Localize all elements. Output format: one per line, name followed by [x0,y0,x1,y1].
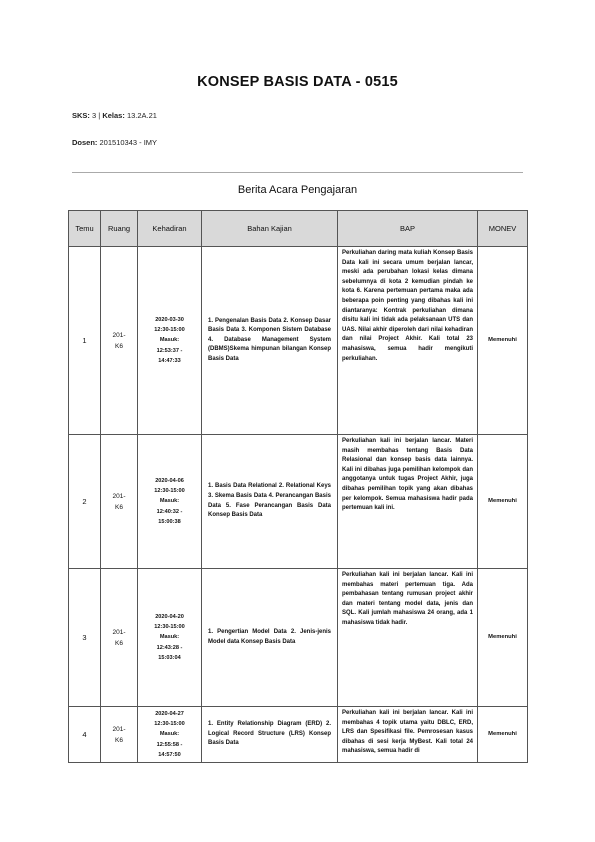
table-header-row [69,211,528,247]
bahan-kajian-cell: 1. Basis Data Relational 2. Relational Keys 3. Skema Basis Data 4. Perancangan Basis Data 5. Fase Perancangan Basis Data Konsep Basis Data [202,435,338,569]
ruang-line: K6 [115,736,123,744]
monev-cell: Memenuhi [478,435,528,569]
masuk-label: Masuk: [159,498,180,505]
col-header-temu: Temu [69,211,101,247]
ruang-line: K6 [115,503,123,511]
meta-separator: | [98,111,103,120]
bap-text: Perkuliahan daring mata kuliah Konsep Basis Data kali ini secara umum berjalan lancar, meski ada perubahan lokasi kelas dimana sebelumnya di kota 2 kemudian pindah ke kota 6. Karena pertemuan pertama maka ada beberapa poin penting yang dibahas kali ini diantaranya: Kontrak perkuliahan dimana disitu kali ini tidak ada pelaksanaan UTS dan UAS. Nilai akhir diperoleh dari nilai kehadiran dan nilai Project Akhir. Kali total 23 mahasiswa, semua hadir mengikuti perkuliahan. [342,250,473,362]
ruang-line: K6 [115,342,123,350]
masuk-label: Masuk: [159,337,180,344]
kelas-label: Kelas: [102,111,125,120]
session-date: 2020-04-20 [155,613,184,620]
session-date: 2020-04-27 [155,710,184,717]
session-time: 12:30-15:00 [154,721,185,728]
sks-label: SKS: [72,111,90,120]
lecturer-line [72,138,157,147]
bahan-kajian-cell: 1. Pengenalan Basis Data 2. Konsep Dasar Basis Data 3. Komponen Sistem Database 4. Database Management System (DBMS)Skema himpunan bilangan Konsep Basis Data [202,247,338,435]
table-row [69,247,528,435]
session-time: 12:30-15:00 [154,488,185,495]
bahan-kajian-cell: 1. Pengertian Model Data 2. Jenis-jenis Model data Konsep Basis Data [202,569,338,707]
ruang-line: K6 [115,639,123,647]
ruang-line: 201- [112,492,126,500]
header-divider [72,172,523,173]
col-header-ruang: Ruang [101,211,138,247]
kelas-value: 13.2A.21 [126,111,157,120]
kehadiran-cell [138,435,202,569]
kehadiran-cell [138,707,202,763]
document-title: KONSEP BASIS DATA - 0515 [197,74,398,90]
table-row [69,707,528,763]
sks-value: 3 [92,111,97,120]
session-date: 2020-03-30 [155,316,184,323]
keluar-time: 15:00:38 [158,518,181,525]
monev-cell: Memenuhi [478,569,528,707]
temu-cell: 1 [69,247,101,435]
session-time: 12:30-15:00 [154,624,185,631]
section-title: Berita Acara Pengajaran [237,184,358,196]
table-row [69,569,528,707]
course-meta-line [72,111,157,120]
ruang-cell [101,707,138,763]
masuk-time: 12:53:37 - [156,347,183,354]
bap-cell [338,247,478,435]
session-time: 12:30-15:00 [154,327,185,334]
keluar-time: 15:03:04 [158,654,181,661]
bap-text: Perkuliahan kali ini berjalan lancar. Kali ini membahas 4 topik utama yaitu DBLC, ERD, LRS dan Spesifikasi file. Pemrosesan kasus dibahas di sesi kerja MyBest. Kali total 24 mahasiswa, semua hadir di [342,710,473,755]
kehadiran-cell [138,247,202,435]
temu-cell: 4 [69,707,101,763]
masuk-label: Masuk: [159,731,180,738]
table-row [69,435,528,569]
monev-cell: Memenuhi [478,247,528,435]
col-header-kehadiran: Kehadiran [138,211,202,247]
masuk-time: 12:43:28 - [156,644,183,651]
masuk-label: Masuk: [159,634,180,641]
dosen-label: Dosen: [72,138,98,147]
bap-cell [338,569,478,707]
bahan-kajian-cell: 1. Entity Relationship Diagram (ERD) 2. Logical Record Structure (LRS) Konsep Basis Data [202,707,338,763]
session-date: 2020-04-06 [155,477,184,484]
bap-text: Perkuliahan kali ini berjalan lancar. Kali ini membahas materi pertemuan tiga. Ada pembahasan tentang rumusan project akhir dan materi tentang model data, jenis dan SQL. Kali jumlah mahasiswa 24 orang, ada 1 mahasiswa tidak hadir. [342,572,473,626]
ruang-cell [101,247,138,435]
ruang-cell [101,569,138,707]
teaching-report-table [68,210,528,763]
col-header-bahan-kajian: Bahan Kajian [202,211,338,247]
masuk-time: 12:55:58 - [156,741,183,748]
bap-text: Perkuliahan kali ini berjalan lancar. Materi masih membahas tentang Basis Data Relasional dan konsep basis data lainnya. Kali ini dibahas juga pemilihan kelompok dan anggotanya untuk tugas Project Akhir, juga dibahas pemilihan topik yang akan dibahas per kelompok. Semua mahasiswa hadir pada pertemuan kali ini. [342,438,473,512]
keluar-time: 14:47:33 [158,357,181,364]
keluar-time: 14:57:50 [158,751,181,758]
temu-cell: 2 [69,435,101,569]
col-header-monev: MONEV [478,211,528,247]
ruang-line: 201- [112,331,126,339]
bap-cell [338,707,478,763]
bap-cell [338,435,478,569]
ruang-line: 201- [112,725,126,733]
ruang-cell [101,435,138,569]
ruang-line: 201- [112,628,126,636]
temu-cell: 3 [69,569,101,707]
dosen-value: 201510343 - IMY [99,138,158,147]
col-header-bap: BAP [338,211,478,247]
kehadiran-cell [138,569,202,707]
masuk-time: 12:40:32 - [156,508,183,515]
monev-cell: Memenuhi [478,707,528,763]
